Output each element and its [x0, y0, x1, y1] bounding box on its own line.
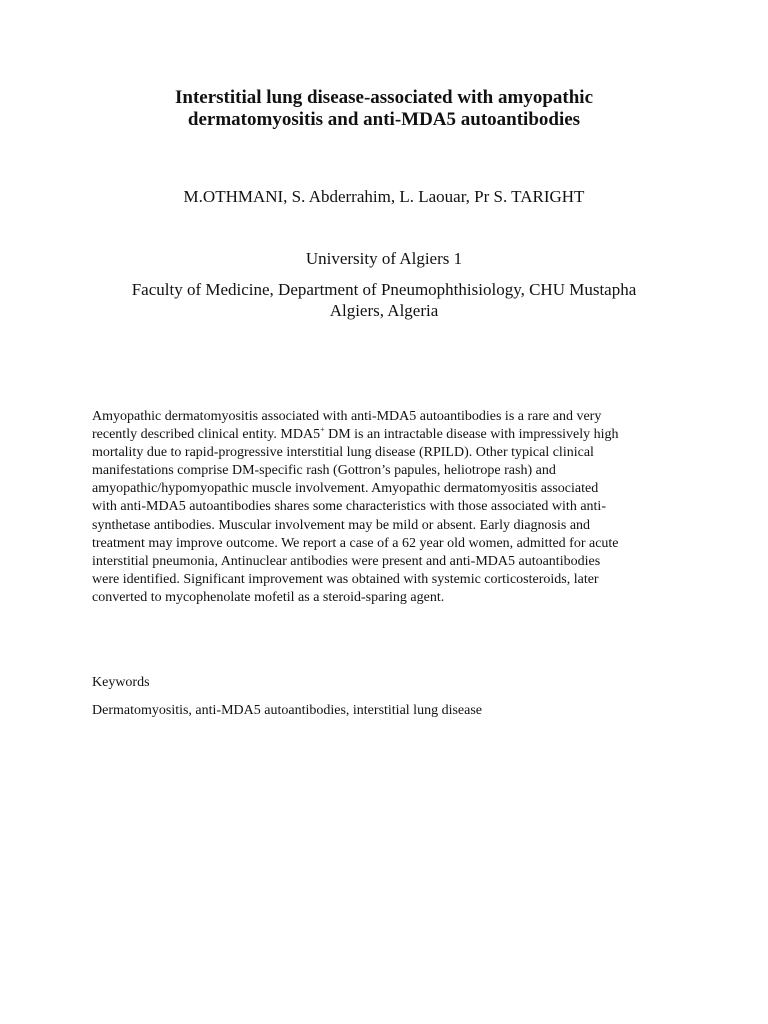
keywords-list: Dermatomyositis, anti-MDA5 autoantibodies, interstitial lung disease: [92, 703, 482, 718]
faculty-line-2: Algiers, Algeria: [329, 301, 439, 320]
abstract-line: mortality due to rapid-progressive interstitial lung disease (RPILD). Other typical clinical: [92, 445, 594, 461]
abstract-paragraph: [92, 408, 692, 607]
abstract-line: treatment may improve outcome. We report a case of a 62 year old women, admitted for acute: [92, 535, 619, 551]
faculty-affiliation: [60, 279, 708, 321]
abstract-line: amyopathic/hypomyopathic muscle involvement. Amyopathic dermatomyositis associated: [92, 481, 599, 497]
university-name: University of Algiers 1: [305, 249, 463, 268]
abstract-line: Amyopathic dermatomyositis associated with anti-MDA5 autoantibodies is a rare and very: [92, 409, 602, 424]
author-list: M.OTHMANI, S. Abderrahim, L. Laouar, Pr S. TARIGHT: [183, 187, 585, 206]
title-line-1: Interstitial lung disease-associated with amyopathic: [175, 87, 593, 108]
abstract-line: were identified. Significant improvement was obtained with systemic corticosteroids, later: [92, 571, 599, 587]
abstract-line: converted to mycophenolate mofetil as a steroid-sparing agent.: [92, 589, 445, 605]
superscript-plus: +: [320, 425, 325, 435]
abstract-line: with anti-MDA5 autoantibodies shares some characteristics with those associated with anti-: [92, 499, 606, 515]
abstract-line: interstitial pneumonia, Antinuclear antibodies were present and anti-MDA5 autoantibodies: [92, 553, 601, 569]
title-line-2: dermatomyositis and anti-MDA5 autoantibodies: [187, 109, 581, 130]
faculty-line-1: Faculty of Medicine, Department of Pneumophthisiology, CHU Mustapha: [131, 280, 637, 299]
abstract-text: recently described clinical entity. MDA5: [92, 427, 321, 443]
abstract-line: synthetase antibodies. Muscular involvement may be mild or absent. Early diagnosis and: [92, 517, 591, 533]
paper-title: [60, 87, 708, 131]
abstract-line: [92, 426, 692, 444]
abstract-line: manifestations comprise DM-specific rash (Gottron’s papules, heliotrope rash) and: [92, 463, 556, 479]
keywords-heading: Keywords: [92, 675, 150, 690]
abstract-text: DM is an intractable disease with impressively high: [324, 427, 619, 443]
